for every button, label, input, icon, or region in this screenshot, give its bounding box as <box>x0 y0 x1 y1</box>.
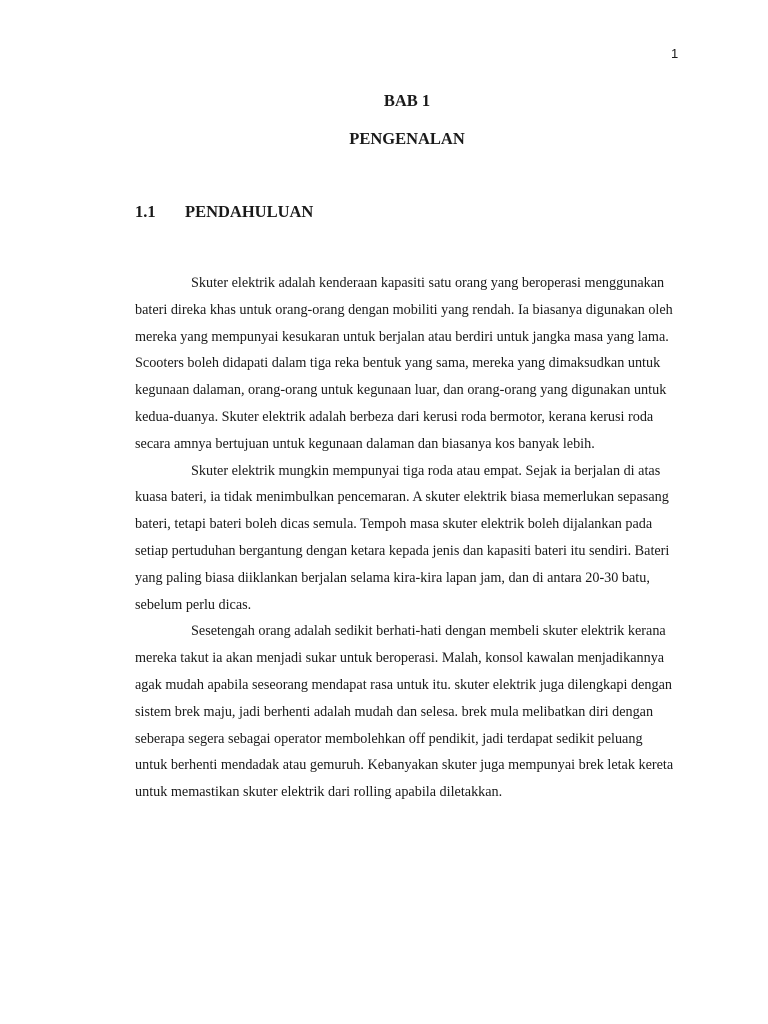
paragraph: Skuter elektrik adalah kenderaan kapasiti satu orang yang beroperasi menggunakan bateri direka khas untuk orang-orang dengan mobiliti yang rendah. Ia biasanya digunakan oleh mereka yang mempunyai kesukaran untuk berjalan atau berdiri untuk jangka masa yang lama. Scooters boleh didapati dalam tiga reka bentuk yang sama, mereka yang dimaksudkan untuk kegunaan dalaman, orang-orang untuk kegunaan luar, dan orang-orang yang digunakan untuk kedua-duanya. Skuter elektrik adalah berbeza dari kerusi roda bermotor, kerana kerusi roda secara amnya bertujuan untuk kegunaan dalaman dan biasanya kos banyak lebih. <box>135 275 673 452</box>
paragraph: Skuter elektrik mungkin mempunyai tiga roda atau empat. Sejak ia berjalan di atas kuasa bateri, ia tidak menimbulkan pencemaran. A skuter elektrik biasa memerlukan sepasang bateri, tetapi bateri boleh dicas semula. Tempoh masa skuter elektrik boleh dijalankan pada setiap pertuduhan bergantung dengan ketara kepada jenis dan kapasiti bateri itu sendiri. Bateri yang paling biasa diiklankan berjalan selama kira-kira lapan jam, dan di antara 20-30 batu, sebelum perlu dicas. <box>135 462 670 613</box>
section-title: PENDAHULUAN <box>185 202 314 221</box>
chapter-number: BAB 1 <box>383 91 431 110</box>
chapter-title: PENGENALAN <box>349 129 465 148</box>
paragraph: Sesetengah orang adalah sedikit berhati-hati dengan membeli skuter elektrik kerana mereka takut ia akan menjadi sukar untuk beroperasi. Malah, konsol kawalan menjadikannya agak mudah apabila seseorang mendapat rasa untuk itu. skuter elektrik juga dilengkapi dengan sistem brek maju, jadi berhenti adalah mudah dan selesa. brek mula melibatkan diri dengan seberapa segera sebagai operator membolehkan off pendikit, jadi terdapat sedikit peluang untuk berhenti mendadak atau gemuruh. Kebanyakan skuter juga mempunyai brek letak kereta untuk memastikan skuter elektrik dari rolling apabila diletakkan. <box>135 623 674 801</box>
section-number: 1.1 <box>135 202 156 221</box>
section-heading <box>135 202 313 222</box>
page-number: 1 <box>671 46 679 61</box>
body-text <box>135 270 678 806</box>
